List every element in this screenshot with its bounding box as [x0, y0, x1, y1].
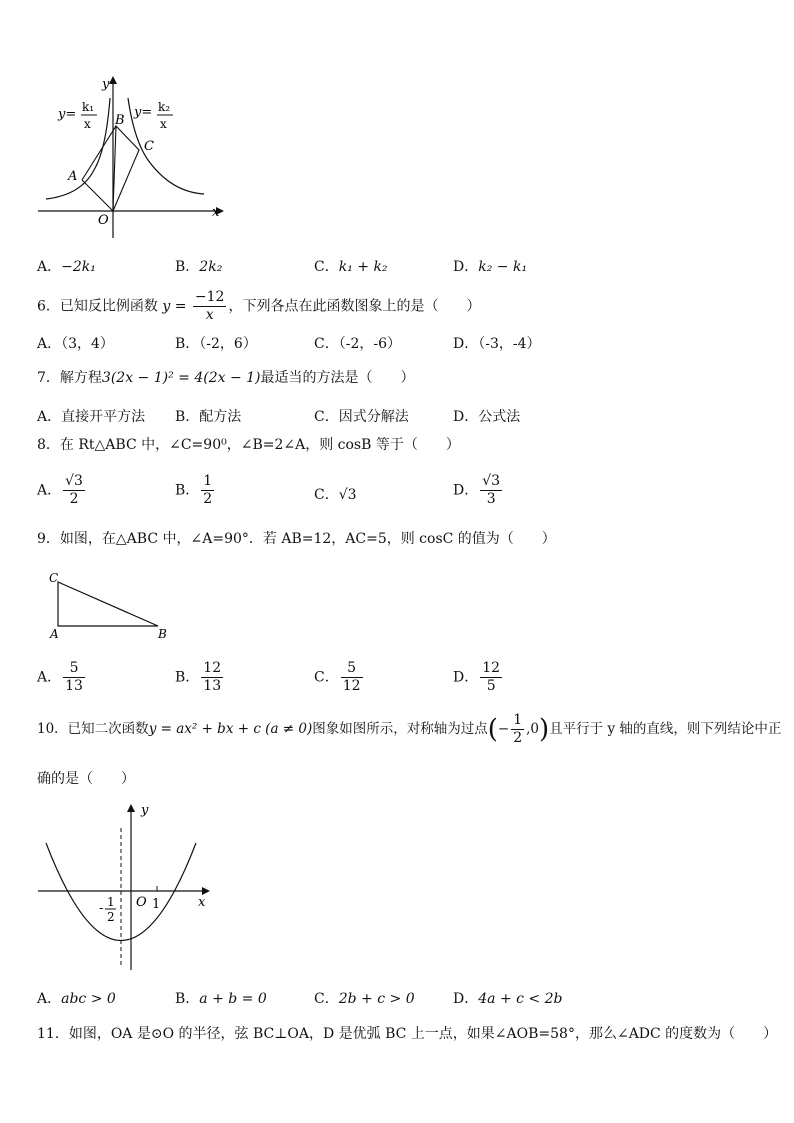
q8-option-c[interactable]	[314, 484, 357, 504]
q9-option-b-num: 12	[203, 660, 222, 676]
q8-option-d-num: √3	[482, 473, 501, 489]
q6-func-lhs: y =	[162, 298, 187, 315]
q10-option-a[interactable]	[37, 988, 116, 1008]
q6-option-c[interactable]: C．（-2，-6）	[314, 336, 401, 352]
q6-stem	[37, 289, 480, 324]
q10-option-d-letter: D．	[453, 991, 479, 1007]
q8-option-b-num: 1	[203, 473, 213, 489]
q8-option-b-den: 2	[203, 491, 213, 507]
q5-option-a[interactable]	[37, 256, 96, 276]
q10-point-tail: ,0	[526, 721, 540, 737]
q7-prefix: 7．解方程	[37, 370, 102, 386]
q7-option-d[interactable]: D．公式法	[453, 409, 521, 425]
q9-option-c-fraction	[341, 660, 363, 695]
q5-option-c-text: k₁ + k₂	[338, 259, 388, 275]
q8-stem: 8．在 Rt△ABC 中，∠C=90⁰，∠B=2∠A，则 cosB 等于（ ）	[37, 437, 460, 453]
q6-prefix: 6．已知反比例函数	[37, 298, 158, 315]
q10-fig-x-label: x	[198, 895, 206, 910]
fig5-o-label: O	[98, 213, 109, 228]
q8-option-c-value: √3	[338, 487, 357, 503]
q10-fig-o-label: O	[136, 895, 147, 910]
q5-option-a-letter: A．	[37, 259, 62, 275]
q10-option-d-text: 4a + c < 2b	[478, 991, 563, 1007]
fig5-x-label: x	[212, 205, 220, 220]
q10-parabola-figure	[36, 800, 216, 975]
q5-option-c[interactable]	[314, 256, 388, 276]
q9-option-d-den: 5	[486, 678, 496, 694]
q6-option-d[interactable]: D．（-3，-4）	[453, 336, 541, 352]
q6-func-fraction	[193, 289, 227, 324]
q6-option-b[interactable]: B．（-2，6）	[175, 336, 257, 352]
q10-fig-neg-num: 1	[107, 895, 115, 909]
q9-option-b-den: 13	[203, 678, 222, 694]
fig5-f1-num: k₁	[82, 100, 95, 114]
q8-option-d[interactable]	[453, 473, 504, 508]
q10-line2: 确的是（ ）	[37, 771, 135, 787]
q9-option-a-num: 5	[63, 660, 85, 678]
q8-option-d-letter: D．	[453, 482, 479, 499]
q9-option-c-den: 12	[342, 678, 361, 694]
q9-option-b-letter: B．	[175, 669, 200, 686]
q10-option-c-text: 2b + c > 0	[338, 991, 415, 1007]
q10-fig-y-label: y	[141, 803, 149, 818]
q9-option-d-fraction	[480, 660, 502, 695]
q10-option-a-text: abc > 0	[61, 991, 116, 1007]
q5-option-c-letter: C．	[314, 259, 339, 275]
q8-option-a-letter: A．	[37, 482, 62, 499]
q10-point-num: 1	[513, 712, 523, 728]
q9-option-a-letter: A．	[37, 669, 62, 686]
q8-option-a-fraction	[63, 473, 85, 508]
q10-option-b-text: a + b = 0	[199, 991, 267, 1007]
q8-option-b[interactable]	[175, 473, 216, 508]
q7-stem	[37, 369, 415, 387]
q9-option-c-num: 5	[341, 660, 363, 678]
fig5-f2-den: x	[160, 117, 167, 131]
q9-fig-b-label: B	[158, 627, 167, 641]
q5-option-b[interactable]	[175, 256, 222, 276]
q5-option-d[interactable]	[453, 256, 527, 276]
q6-option-a[interactable]: A．（3，4）	[37, 336, 114, 352]
q10-middle: 图象如图所示，对称轴为过点	[312, 721, 488, 737]
q7-suffix: 最适当的方法是（ ）	[260, 370, 415, 386]
q10-point-fraction	[511, 712, 524, 747]
q10-fig-neg-den: 2	[107, 910, 115, 924]
q9-fig-c-label: C	[49, 571, 59, 585]
q5-option-a-text: −2k₁	[61, 259, 96, 275]
q10-option-c[interactable]	[314, 988, 415, 1008]
q7-option-a[interactable]: A．直接开平方法	[37, 409, 146, 425]
q5-option-b-letter: B．	[175, 259, 200, 275]
fig5-f2-prefix: y=	[134, 105, 153, 120]
q5-figure	[36, 70, 236, 245]
q10-stem: 10．已知二次函数y = ax² + bx + c (a ≠ 0)图象如图所示，对称轴为过点(− $\frac{1}{2}$ ,0)且平行于 y 轴的直线，则下列结论中正	[37, 712, 782, 746]
q9-option-d-num: 12	[482, 660, 501, 676]
fig5-f2-num: k₂	[158, 100, 171, 114]
q10-suffix: 且平行于 y 轴的直线，则下列结论中正	[549, 721, 782, 737]
q9-option-c[interactable]	[314, 660, 365, 695]
q9-option-d[interactable]	[453, 660, 504, 695]
q9-option-b-fraction	[201, 660, 223, 695]
fig5-y-label: y	[102, 77, 110, 92]
q5-option-b-text: 2k₂	[199, 259, 223, 275]
q8-option-d-den: 3	[486, 491, 496, 507]
q10-option-d[interactable]	[453, 988, 562, 1008]
q9-stem: 9．如图，在△ABC 中，∠A=90°．若 AB=12，AC=5，则 cosC 的值为（ ）	[37, 531, 556, 547]
q10-fig-minus: -	[99, 901, 104, 916]
q10-option-b[interactable]	[175, 988, 267, 1008]
q7-option-b[interactable]: B．配方法	[175, 409, 242, 425]
q7-equation: 3(2x − 1)² = 4(2x − 1)	[101, 370, 261, 386]
fig5-b-label: B	[115, 113, 125, 128]
q5-option-d-text: k₂ − k₁	[478, 259, 528, 275]
q9-option-c-letter: C．	[314, 669, 339, 686]
q6-func-num: −12	[194, 289, 225, 305]
q8-option-a-den: 2	[69, 491, 79, 507]
q9-option-b[interactable]	[175, 660, 225, 695]
q6-func-den: x	[205, 307, 214, 323]
q10-option-b-letter: B．	[175, 991, 200, 1007]
q10-prefix: 10．已知二次函数	[37, 721, 149, 737]
fig5-c-label: C	[144, 139, 154, 154]
q11-stem: 11．如图，OA 是⊙O 的半径，弦 BC⊥OA，D 是优弧 BC 上一点，如果∠AOB=58°，那么∠ADC 的度数为（ ）	[37, 1026, 778, 1042]
q10-point-neg: −	[497, 721, 510, 737]
q9-option-a-den: 13	[65, 678, 83, 694]
q7-option-c[interactable]: C．因式分解法	[314, 409, 409, 425]
q8-option-d-fraction	[480, 473, 502, 508]
q10-fig-one-label: 1	[152, 897, 161, 912]
q8-option-b-fraction	[201, 473, 214, 508]
q10-func: y = ax² + bx + c (a ≠ 0)	[148, 721, 313, 737]
q9-fig-a-label: A	[50, 627, 59, 641]
q10-option-c-letter: C．	[314, 991, 339, 1007]
q9-option-a-fraction	[63, 660, 85, 695]
q8-option-c-letter: C．	[314, 487, 339, 503]
q10-point-den: 2	[513, 730, 523, 746]
q5-option-d-letter: D．	[453, 259, 479, 275]
fig5-f1-den: x	[84, 117, 91, 131]
q9-triangle-figure	[44, 570, 174, 642]
q9-option-a[interactable]	[37, 660, 87, 695]
q8-option-a[interactable]	[37, 473, 87, 508]
q9-option-d-letter: D．	[453, 669, 479, 686]
fig5-a-label: A	[68, 169, 78, 184]
q8-option-b-letter: B．	[175, 482, 200, 499]
fig5-f1-prefix: y=	[58, 107, 77, 122]
q10-option-a-letter: A．	[37, 991, 62, 1007]
q6-suffix: ，下列各点在此函数图象上的是（ ）	[228, 298, 481, 315]
q8-option-a-num: √3	[65, 473, 83, 489]
